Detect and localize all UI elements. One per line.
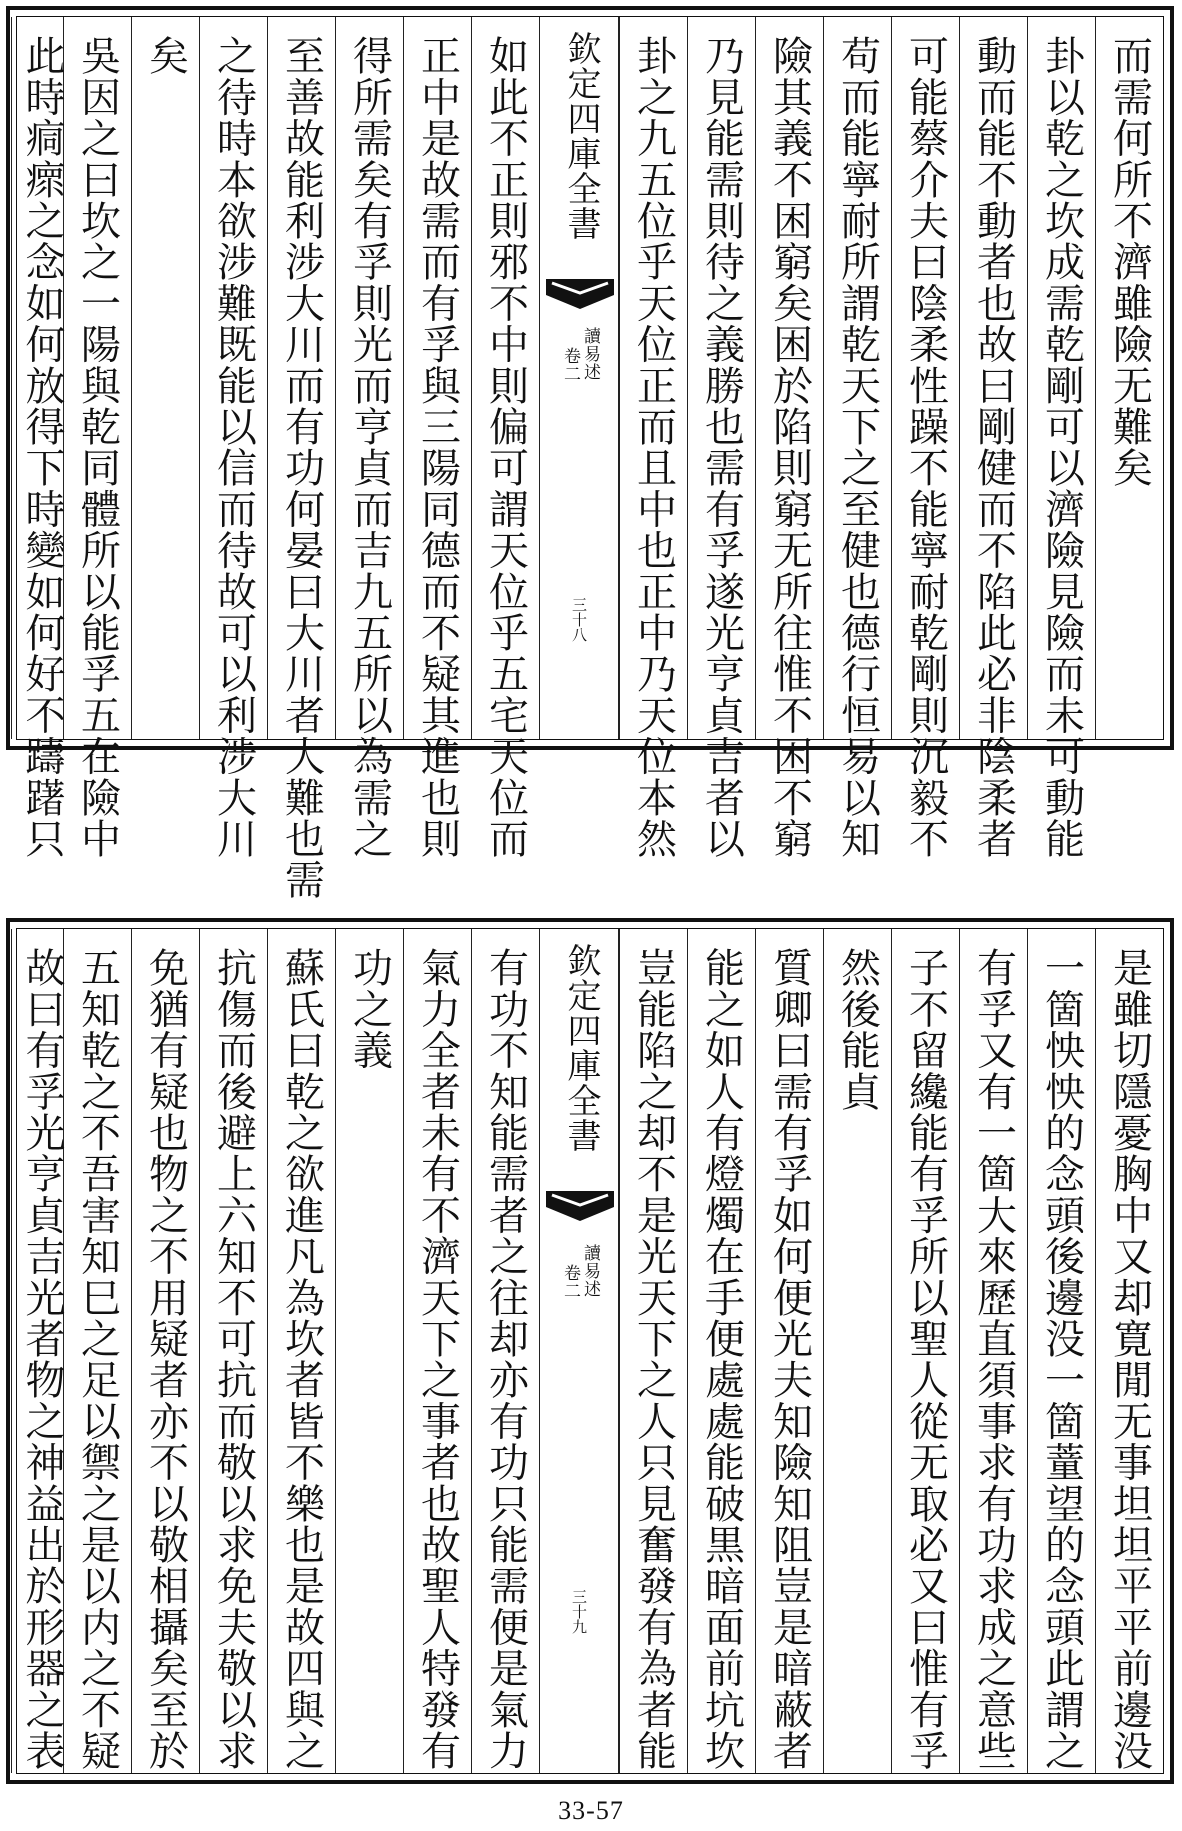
text-column: 矣 xyxy=(142,35,189,77)
bottom-col-l5 xyxy=(199,929,267,1773)
text-column: 而需何所不濟雖險无難矣 xyxy=(1106,35,1153,489)
top-col-l8 xyxy=(11,17,65,859)
text-column: 此時痌瘝之念如何放得下時變如何好不躊躇只 xyxy=(19,35,65,859)
text-column: 吳因之曰坎之一陽與乾同體所以能孚五在險中 xyxy=(74,35,121,859)
bottom-col-l6 xyxy=(131,929,199,1773)
text-column: 有功不知能需者之往却亦有功只能需便是氣力 xyxy=(482,947,529,1771)
bottom-col-r3 xyxy=(959,929,1027,1773)
text-column: 得所需矣有孚則光而亨貞而吉九五所以為需之 xyxy=(346,35,393,859)
bottom-volume: 卷二 xyxy=(560,1264,580,1300)
text-column: 五知乾之不吾害知巳之足以禦之是以内之不疑 xyxy=(74,947,121,1771)
bottom-col-l3 xyxy=(335,929,403,1773)
top-volume: 卷二 xyxy=(560,347,580,383)
top-col-l3 xyxy=(335,17,403,859)
top-page-number: 三十八 xyxy=(570,597,588,642)
top-col-r5 xyxy=(823,17,891,859)
top-page xyxy=(6,6,1174,901)
top-col-l5 xyxy=(199,17,267,859)
bottom-page xyxy=(6,918,1174,1784)
bottom-col-r2 xyxy=(1027,929,1095,1773)
bottom-page-number: 三十九 xyxy=(570,1589,588,1634)
top-page-frame xyxy=(16,16,1164,901)
bottom-col-r8 xyxy=(619,929,687,1773)
text-column: 質卿曰需有孚如何便光夫知險知阻豈是暗蔽者 xyxy=(766,947,813,1771)
bottom-col-r7 xyxy=(687,929,755,1773)
top-col-l4 xyxy=(267,17,335,901)
top-col-r3 xyxy=(959,17,1027,859)
text-column: 正中是故需而有孚與三陽同德而不疑其進也則 xyxy=(414,35,461,859)
top-col-l7 xyxy=(63,17,131,859)
text-column: 之待時本欲涉難既能以信而待故可以利涉大川 xyxy=(210,35,257,859)
text-column: 故曰有孚光亨貞吉光者物之神益出於形器之表 xyxy=(19,947,65,1771)
text-column: 子不留纔能有孚所以聖人從无取必又曰惟有孚 xyxy=(902,947,949,1771)
text-column: 險其義不困窮矣困於陷則窮无所往惟不困不窮 xyxy=(766,35,813,859)
fish-tail-mark-icon xyxy=(546,279,614,311)
top-col-r7 xyxy=(687,17,755,859)
top-center-strip xyxy=(539,17,619,739)
top-col-l6 xyxy=(131,17,199,739)
bottom-col-r5 xyxy=(823,929,891,1773)
bottom-page-frame xyxy=(16,928,1164,1774)
fish-tail-mark-icon xyxy=(546,1191,614,1223)
text-column: 乃見能需則待之義勝也需有孚遂光亨貞吉者以 xyxy=(698,35,745,859)
bottom-col-l7 xyxy=(63,929,131,1773)
top-col-l1 xyxy=(471,17,539,859)
text-column: 豈能陷之却不是光天下之人只見奮發有為者能 xyxy=(630,947,677,1771)
bottom-center-strip xyxy=(539,929,619,1773)
text-column: 功之義 xyxy=(346,947,393,1071)
text-column: 然後能貞 xyxy=(834,947,881,1112)
top-col-r1 xyxy=(1095,17,1163,739)
bottom-col-l8 xyxy=(11,929,63,1773)
text-column: 氣力全者未有不濟天下之事者也故聖人特發有 xyxy=(414,947,461,1771)
top-col-r2 xyxy=(1027,17,1095,859)
text-column: 至善故能利涉大川而有功何晏曰大川者大難也需 xyxy=(278,35,325,901)
text-column: 有孚又有一箇大來歷直須事求有功求成之意些 xyxy=(970,947,1017,1771)
text-column: 能之如人有燈燭在手便處處能破黒暗面前坑坎 xyxy=(698,947,745,1771)
bottom-col-r4 xyxy=(891,929,959,1773)
bottom-col-r1 xyxy=(1095,929,1163,1773)
bottom-col-r6 xyxy=(755,929,823,1773)
text-column: 卦之九五位乎天位正而且中也正中乃天位本然 xyxy=(630,35,677,859)
text-column: 是雖切隱憂胸中又却寛閒无事坦坦平平前邊没 xyxy=(1106,947,1153,1771)
bottom-book-title: 讀易述 xyxy=(580,1244,600,1298)
text-column: 免猶有疑也物之不用疑者亦不以敬相攝矣至於 xyxy=(142,947,189,1771)
top-col-r8 xyxy=(619,17,687,859)
top-book-title: 讀易述 xyxy=(580,327,600,381)
bottom-col-l2 xyxy=(403,929,471,1773)
top-col-r4 xyxy=(891,17,959,859)
bottom-header: 欽定四庫全書 xyxy=(561,943,601,1153)
top-header: 欽定四庫全書 xyxy=(561,31,601,241)
text-column: 如此不正則邪不中則偏可謂天位乎五宅天位而 xyxy=(482,35,529,859)
top-col-l2 xyxy=(403,17,471,859)
text-column: 蘇氏曰乾之欲進凡為坎者皆不樂也是故四與之 xyxy=(278,947,325,1771)
text-column: 動而能不動者也故曰剛健而不陷此必非陰柔者 xyxy=(970,35,1017,859)
text-column: 卦以乾之坎成需乾剛可以濟險見險而未可動能 xyxy=(1038,35,1085,859)
text-column: 可能蔡介夫曰陰柔性躁不能寧耐乾剛則沉毅不 xyxy=(902,35,949,859)
text-column: 一箇怏怏的念頭後邊没一箇蕫望的念頭此謂之 xyxy=(1038,947,1085,1771)
text-column: 抗傷而後避上六知不可抗而敬以求免夫敬以求 xyxy=(210,947,257,1771)
bottom-col-l1 xyxy=(471,929,539,1773)
page-footer-number: 33-57 xyxy=(558,1796,624,1825)
bottom-col-l4 xyxy=(267,929,335,1773)
text-column: 苟而能寧耐所謂乾天下之至健也德行恒易以知 xyxy=(834,35,881,859)
top-col-r6 xyxy=(755,17,823,859)
